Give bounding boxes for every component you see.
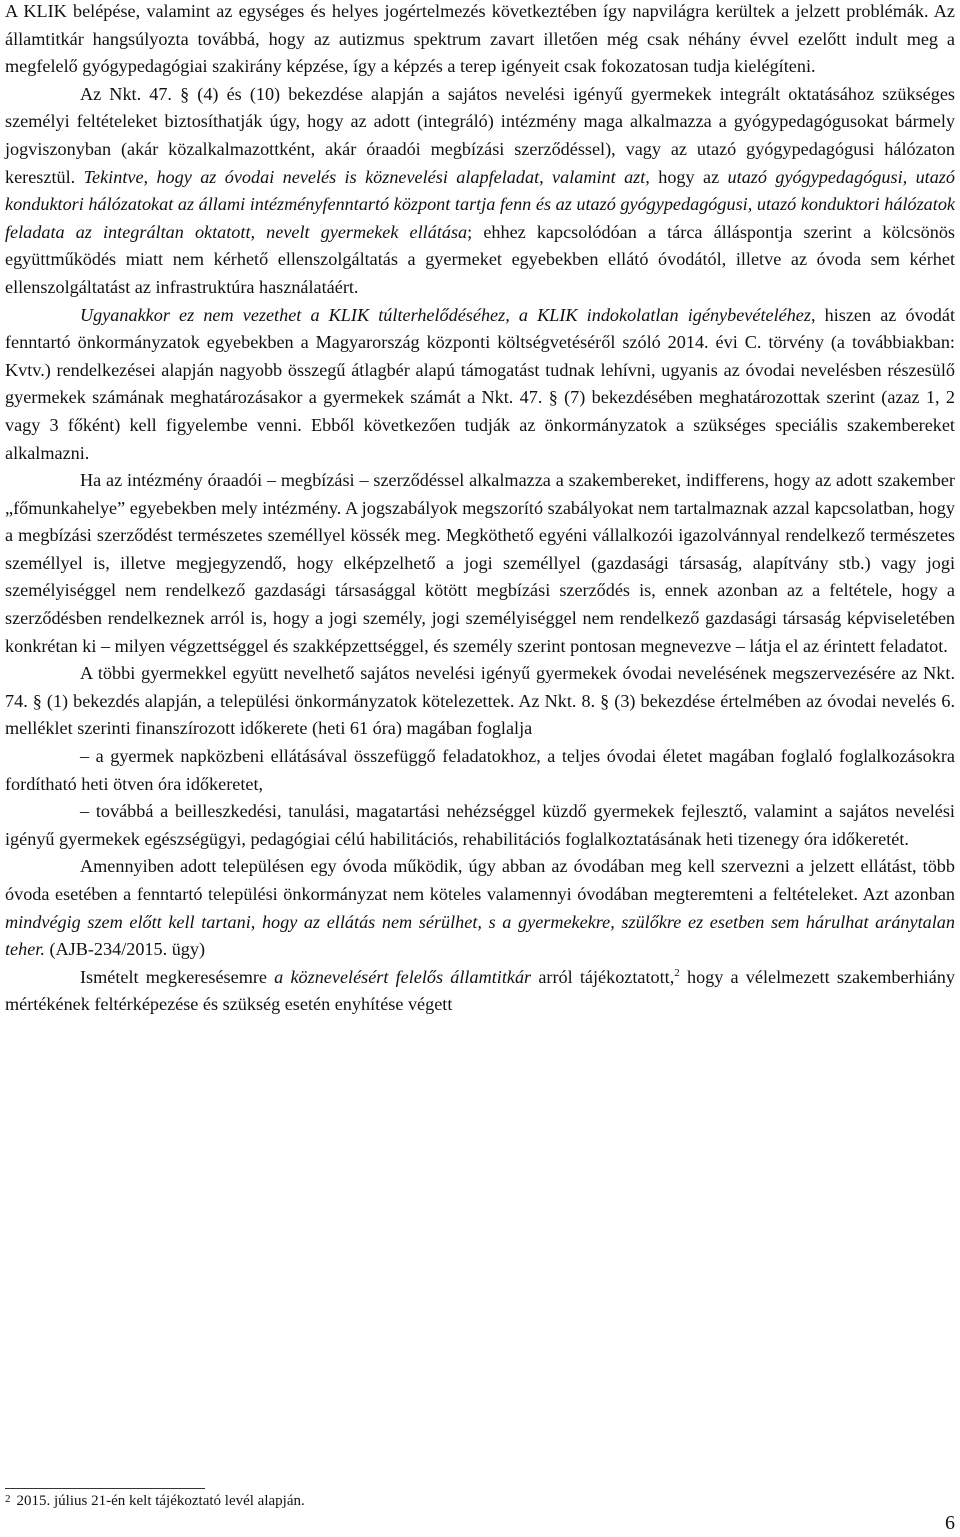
text-run: (AJB-234/2015. ügy) <box>44 939 206 960</box>
italic-text: mindvégig szem előtt kell tartani, hogy az ellátás nem sérülhet, s a gyermekekre, szülőkre ez esetben sem hárulhat aránytalan teher. <box>5 911 955 960</box>
italic-text: a köznevelésért felelős államtitkár <box>274 966 532 987</box>
paragraph-p3 <box>5 302 955 468</box>
document-body <box>5 0 955 1019</box>
paragraph-p8 <box>5 853 955 963</box>
text-run: hogy a vélelmezett szakemberhiány mértékének feltérképezése és szükség esetén enyhítése végett <box>5 966 955 1015</box>
text-run: hogy az <box>649 166 728 187</box>
text-run: Ha az intézmény óraadói – megbízási – szerződéssel alkalmazza a szakembereket, indifferens, hogy az adott szakember „főmunkahelye” egyebekben mely intézmény. A jogszabályok megszorító szabályokat nem tartalmaznak azzal kapcsolatban, hogy a megbízási szerződést természetes személlyel kössék meg. Megköthető egyéni vállalkozói igazolvánnyal rendelkező természetes személlyel is, illetve megjegyzendő, hogy elképzelhető a jogi személlyel (gazdasági társaság, alapítvány stb.) vagy jogi személyiséggel nem rendelkező gazdasági társasággal kötött megbízási szerződés is, ennek azonban az a feltétele, hogy a szerződésben rendelkeznek arról is, hogy a jogi személy, jogi személyiséggel nem rendelkező gazdasági társaság képviseletében konkrétan ki – milyen végzettséggel és szakképzettséggel, és személy szerint pontosan megnevezve – látja el az érintett feladatot. <box>5 470 955 656</box>
paragraph-p1 <box>5 0 955 81</box>
text-run: A KLIK belépése, valamint az egységes és helyes jogértelmezés következtében így napvilágra kerültek a jelzett problémák. Az államtitkár hangsúlyozta továbbá, hogy az autizmus spektrum zavart illetően még csak néhány évvel ezelőtt indult meg a megfelelő gyógypedagógiai szakirány képzése, így a képzés a terep igényeit csak fokozatosan tudja kielégíteni. <box>5 1 955 77</box>
text-run: , hiszen az óvodát fenntartó önkormányzatok egyebekben a Magyarország központi költségvetéséről szóló 2014. évi C. törvény (a továbbiakban: Kvtv.) rendelkezései alapján nagyobb összegű átlagbér alapú támogatást tudnak lehívni, ugyanis az óvodai nevelésben részesülő gyermekek számának meghatározásakor a gyermekek számát a Nkt. 47. § (7) bekezdésében meghatározottak szerint (azaz 1, 2 vagy 3 főként) kell figyelembe venni. Ebből következően tudják az önkormányzatok a szükséges speciális szakembereket alkalmazni. <box>5 304 955 463</box>
text-run: ; ehhez kapcsolódóan a tárca álláspontja szerint a kölcsönös együttműködés miatt nem kérhető ellenszolgáltatás a gyermeket egyebekben ellátó óvodától, illetve az óvoda sem kérhet ellenszolgáltatást az infrastruktúra használatáért. <box>5 221 956 297</box>
text-run: – továbbá a beilleszkedési, tanulási, magatartási nehézséggel küzdő gyermekek fejlesztő, valamint a sajátos nevelési igényű gyermekek egészségügyi, pedagógiai célú habilitációs, rehabilitációs foglalkoztatásának heti tizenegy óra időkeretét. <box>5 801 955 849</box>
text-run: – a gyermek napközbeni ellátásával összefüggő feladatokhoz, a teljes óvodai életet magában foglaló foglalkozásokra fordítható heti ötven óra időkeretet, <box>5 746 955 794</box>
text-run: arról tájékoztatott, <box>531 966 675 987</box>
footnote-reference: 2 <box>674 966 680 979</box>
paragraph-p2 <box>5 81 955 302</box>
italic-text: Ugyanakkor ez nem vezethet a KLIK túlterhelődéséhez, a KLIK indokolatlan igénybevételéhez <box>80 304 811 325</box>
footnote-text: 2015. július 21-én kelt tájékoztató levél alapján. <box>16 1493 305 1509</box>
italic-text: Tekintve, hogy az óvodai nevelés is köznevelési alapfeladat, valamint azt, <box>83 166 650 187</box>
text-run: Amennyiben adott településen egy óvoda működik, úgy abban az óvodában meg kell szervezni a jelzett ellátást, több óvoda esetében a fenntartó települési önkormányzat nem köteles valamennyi óvodában megteremteni a feltételeket. Azt azonban <box>5 856 955 904</box>
page-number: 6 <box>945 1512 955 1534</box>
text-run: Ismételt megkeresésemre <box>80 966 275 987</box>
paragraph-p4 <box>5 467 955 660</box>
paragraph-p9 <box>5 964 955 1019</box>
text-run: A többi gyermekkel együtt nevelhető sajátos nevelési igényű gyermekek óvodai nevelésének megszervezésére az Nkt. 74. § (1) bekezdés alapján, a települési önkormányzatok kötelezettek. Az Nkt. 8. § (3) bekezdése értelmében az óvodai nevelés 6. melléklet szerinti finanszírozott időkerete (heti 61 óra) magában foglalja <box>5 663 955 739</box>
footnote-number: 2 <box>5 1493 11 1505</box>
paragraph-p6 <box>5 743 955 798</box>
footnote <box>5 1491 905 1511</box>
paragraph-p7 <box>5 798 955 853</box>
footnote-separator <box>5 1488 205 1489</box>
italic-text: utazó gyógypedagógusi, utazó konduktori hálózatokat az állami intézményfenntartó központ tartja fenn és az utazó gyógypedagógusi, utazó konduktori hálózatok feladata az integráltan oktatott, nevelt gyermekek ellátása <box>5 166 955 242</box>
paragraph-p5 <box>5 660 955 743</box>
text-run: Az Nkt. 47. § (4) és (10) bekezdése alapján a sajátos nevelési igényű gyermekek integrált oktatásához szükséges személyi feltételeket biztosíthatják úgy, hogy az adott (integráló) intézmény maga alkalmazza a gyógypedagógusokat bármely jogviszonyban (akár közalkalmazottként, akár óraadói megbízási szerződéssel), vagy az utazó gyógypedagógusi hálózaton keresztül. <box>5 83 955 187</box>
